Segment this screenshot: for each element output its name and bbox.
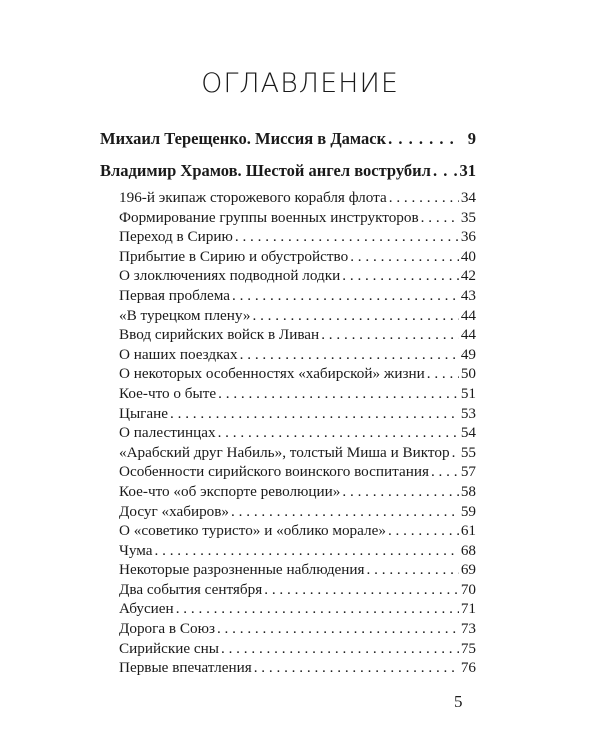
toc-item-page: 55: [460, 443, 476, 461]
page-number: 5: [454, 692, 463, 711]
dot-leader: [254, 658, 459, 678]
toc-item-page: 53: [460, 404, 476, 422]
toc-item-page: 75: [460, 639, 476, 657]
toc-section[interactable]: [100, 124, 476, 154]
toc-item[interactable]: [100, 580, 476, 600]
toc-item[interactable]: [100, 227, 476, 247]
dot-leader: [252, 306, 458, 326]
toc-item-page: 71: [460, 600, 476, 618]
toc-section-page: 31: [459, 161, 476, 180]
toc-item-title: Досуг «хабиров»: [119, 502, 230, 520]
toc-item-title: Цыгане: [119, 404, 169, 422]
toc-item-title: «В турецком плену»: [119, 306, 251, 324]
toc-item[interactable]: [100, 482, 476, 502]
dot-leader: [235, 227, 459, 247]
dot-leader: [388, 124, 460, 154]
dot-leader: [350, 247, 459, 267]
toc-item-title: Два события сентября: [119, 580, 263, 598]
dot-leader: [321, 325, 459, 345]
dot-leader: [221, 639, 459, 659]
toc-item-page: 57: [460, 463, 476, 481]
dot-leader: [431, 462, 459, 482]
toc-item[interactable]: [100, 560, 476, 580]
dot-leader: [452, 443, 459, 463]
toc-item-page: 68: [460, 541, 476, 559]
dot-leader: [427, 364, 459, 384]
toc-item-page: 59: [460, 502, 476, 520]
toc-item[interactable]: [100, 208, 476, 228]
toc-item-page: 54: [460, 424, 476, 442]
toc-item-title: Сирийские сны: [119, 639, 219, 657]
toc-item-title: «Арабский друг Набиль», толстый Миша и Виктор: [119, 443, 450, 461]
toc-item[interactable]: [100, 384, 476, 404]
toc-item-title: О некоторых особенностях «хабирской» жизни: [119, 365, 425, 383]
toc-item[interactable]: [100, 404, 476, 424]
toc-item-page: 70: [460, 580, 476, 598]
toc-item-title: Прибытие в Сирию и обустройство: [119, 247, 349, 265]
dot-leader: [421, 208, 459, 228]
toc-item-title: Переход в Сирию: [119, 228, 233, 246]
dot-leader: [389, 188, 459, 208]
toc-item-page: 43: [460, 286, 476, 304]
dot-leader: [264, 580, 459, 600]
toc-item[interactable]: [100, 521, 476, 541]
toc-item-title: Особенности сирийского воинского воспитания: [119, 463, 429, 481]
toc-item[interactable]: [100, 325, 476, 345]
toc-item-title: О «советико туристо» и «облико морале»: [119, 522, 386, 540]
toc-item-page: 44: [460, 306, 476, 324]
toc-item-title: Первые впечатления: [119, 659, 252, 677]
dot-leader: [217, 619, 459, 639]
toc-section-page: 9: [467, 129, 476, 148]
page-title: ОГЛАВЛЕНИЕ: [201, 68, 399, 99]
toc-item-page: 69: [460, 561, 476, 579]
toc-item-page: 73: [460, 620, 476, 638]
toc-item[interactable]: [100, 619, 476, 639]
toc-item-page: 40: [460, 247, 476, 265]
toc-item[interactable]: [100, 639, 476, 659]
toc-item-title: Первая проблема: [119, 286, 231, 304]
dot-leader: [218, 423, 459, 443]
toc-item[interactable]: [100, 658, 476, 678]
dot-leader: [342, 266, 459, 286]
dot-leader: [367, 560, 459, 580]
toc-item-title: Абусиен: [119, 600, 174, 618]
toc-section[interactable]: [100, 156, 476, 186]
dot-leader: [240, 345, 459, 365]
toc-item[interactable]: [100, 443, 476, 463]
toc-item-page: 42: [460, 267, 476, 285]
toc-item[interactable]: [100, 286, 476, 306]
toc-item-page: 76: [460, 659, 476, 677]
toc-item-page: 44: [460, 326, 476, 344]
table-of-contents: [100, 124, 476, 678]
toc-section-title: Михаил Терещенко. Миссия в Дамаск: [100, 129, 387, 148]
dot-leader: [232, 286, 459, 306]
dot-leader: [176, 599, 459, 619]
toc-section-title: Владимир Храмов. Шестой ангел вострубил: [100, 161, 431, 180]
toc-item[interactable]: [100, 599, 476, 619]
toc-item-title: Кое-что о быте: [119, 384, 217, 402]
toc-item-title: О палестинцах: [119, 424, 216, 442]
toc-item[interactable]: [100, 423, 476, 443]
dot-leader: [342, 482, 458, 502]
toc-item-page: 50: [460, 365, 476, 383]
toc-item[interactable]: [100, 345, 476, 365]
toc-item[interactable]: [100, 502, 476, 522]
toc-item-page: 51: [460, 384, 476, 402]
toc-item-title: Дорога в Союз: [119, 620, 215, 638]
dot-leader: [218, 384, 459, 404]
toc-item-title: Некоторые разрозненные наблюдения: [119, 561, 365, 579]
toc-item-title: Ввод сирийских войск в Ливан: [119, 326, 320, 344]
dot-leader: [388, 521, 459, 541]
toc-item-page: 61: [460, 522, 476, 540]
toc-item[interactable]: [100, 462, 476, 482]
toc-item[interactable]: [100, 266, 476, 286]
toc-item-title: О наших поездках: [119, 345, 238, 363]
dot-leader: [155, 541, 459, 561]
dot-leader: [231, 502, 459, 522]
toc-item-title: Кое-что «об экспорте революции»: [119, 482, 341, 500]
toc-item-title: О злоключениях подводной лодки: [119, 267, 341, 285]
toc-item[interactable]: [100, 247, 476, 267]
toc-item[interactable]: [100, 541, 476, 561]
toc-item[interactable]: [100, 188, 476, 208]
toc-item-page: 36: [460, 228, 476, 246]
toc-item-page: 35: [460, 208, 476, 226]
toc-item[interactable]: [100, 364, 476, 384]
dot-leader: [433, 156, 458, 186]
toc-item-title: 196-й экипаж сторожевого корабля флота: [119, 189, 387, 206]
toc-item-title: Чума: [119, 541, 153, 559]
toc-item-page: 34: [460, 189, 476, 206]
dot-leader: [170, 404, 459, 424]
toc-item-page: 58: [460, 482, 476, 500]
toc-item-title: Формирование группы военных инструкторов: [119, 208, 419, 226]
toc-item[interactable]: [100, 306, 476, 326]
toc-item-page: 49: [460, 345, 476, 363]
